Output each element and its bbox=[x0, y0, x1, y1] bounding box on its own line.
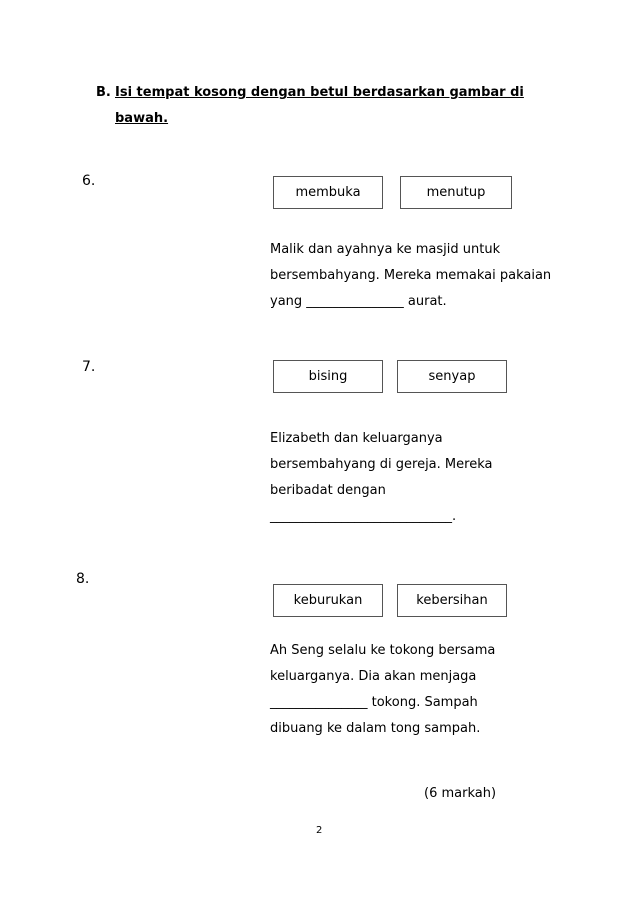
question-6-line-1: Malik dan ayahnya ke masjid untuk bbox=[270, 242, 501, 257]
question-7-text bbox=[270, 426, 570, 530]
question-8-number: 8. bbox=[76, 571, 90, 587]
question-8-line-3: _______________ tokong. Sampah bbox=[270, 695, 478, 710]
question-7-option-1: bising bbox=[273, 360, 383, 393]
question-7-number: 7. bbox=[82, 359, 96, 375]
question-7-line-2: bersembahyang di gereja. Mereka bbox=[270, 457, 493, 472]
question-7-line-4: ____________________________. bbox=[270, 509, 457, 524]
question-8-line-4: dibuang ke dalam tong sampah. bbox=[270, 721, 481, 736]
question-8-line-2: keluarganya. Dia akan menjaga bbox=[270, 669, 477, 684]
question-6-number: 6. bbox=[82, 173, 96, 189]
question-7-line-1: Elizabeth dan keluarganya bbox=[270, 431, 443, 446]
question-7-option-2: senyap bbox=[397, 360, 507, 393]
section-instruction-line1: Isi tempat kosong dengan betul berdasarkan gambar di bbox=[115, 85, 524, 100]
question-8-line-1: Ah Seng selalu ke tokong bersama bbox=[270, 643, 496, 658]
question-6-text bbox=[270, 237, 570, 315]
question-8-option-1: keburukan bbox=[273, 584, 383, 617]
section-label: B. bbox=[96, 85, 111, 100]
question-8-text bbox=[270, 638, 570, 742]
question-6-line-3: yang _______________ aurat. bbox=[270, 294, 447, 309]
page-number: 2 bbox=[316, 825, 323, 836]
question-6-option-2: menutup bbox=[400, 176, 512, 209]
question-7-line-3: beribadat dengan bbox=[270, 483, 386, 498]
question-6-option-1: membuka bbox=[273, 176, 383, 209]
question-8-option-2: kebersihan bbox=[397, 584, 507, 617]
section-instruction-line2: bawah. bbox=[115, 111, 169, 126]
marks-label: (6 markah) bbox=[424, 786, 497, 801]
question-6-line-2: bersembahyang. Mereka memakai pakaian bbox=[270, 268, 552, 283]
